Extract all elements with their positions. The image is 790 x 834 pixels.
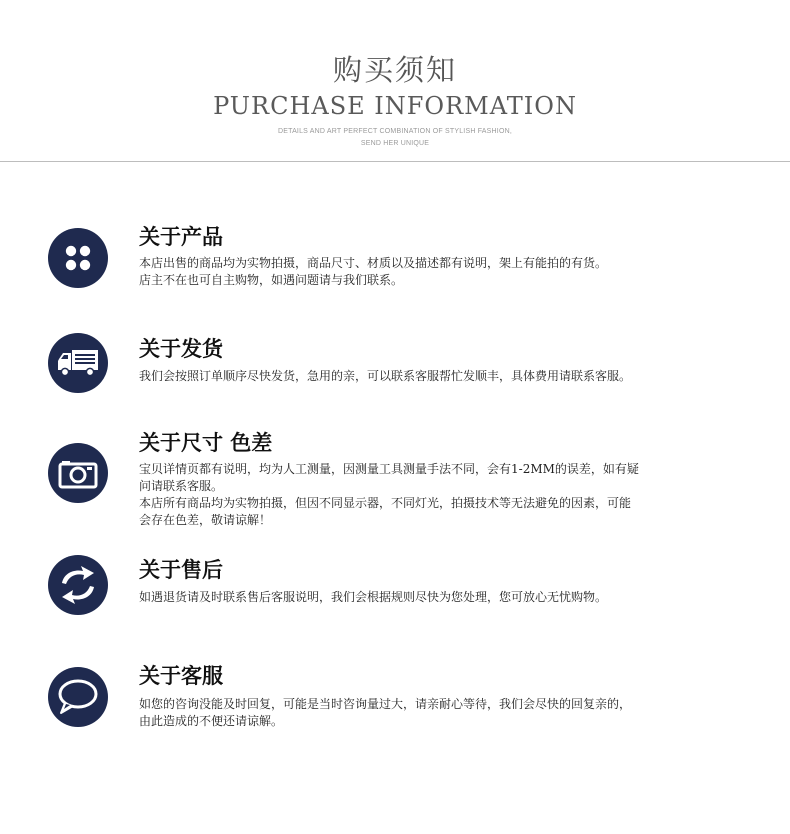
section-text-line: 我们会按照订单顺序尽快发货，急用的亲，可以联系客服帮忙发顺丰，具体费用请联系客服。 (139, 369, 632, 383)
tagline-line-2: SEND HER UNIQUE (360, 140, 430, 147)
section-title: 关于售后 (139, 558, 223, 582)
page-header (0, 0, 790, 162)
tagline-line-1: DETAILS AND ART PERFECT COMBINATION OF STYLISH FASHION, (277, 128, 512, 135)
section-title: 关于客服 (139, 664, 223, 688)
refresh-arrows-icon (48, 555, 108, 615)
section-title: 关于尺寸 色差 (139, 431, 273, 455)
section-text-line: 问请联系客服。 (139, 479, 224, 493)
section-text-line: 宝贝详情页都有说明，均为人工测量，因测量工具测量手法不同，会有1-2MM的误差，如有疑 (139, 462, 639, 476)
section-text (139, 255, 739, 289)
section-text (139, 368, 739, 385)
chat-bubble-icon (48, 667, 108, 727)
section-text-line: 如您的咨询没能及时回复，可能是当时咨询量过大，请亲耐心等待，我们会尽快的回复亲的， (139, 697, 632, 711)
apps-grid-icon (48, 228, 108, 288)
section-text-line: 本店所有商品均为实物拍摄，但因不同显示器，不同灯光，拍摄技术等无法避免的因素，可能 (139, 496, 632, 510)
section-text (139, 696, 739, 730)
section-title: 关于发货 (139, 337, 223, 361)
header-divider (0, 161, 790, 162)
section-text-line: 会存在色差，敬请谅解！ (139, 513, 272, 527)
section-text-line: 由此造成的不便还请谅解。 (139, 714, 284, 728)
section-text-line: 如遇退货请及时联系售后客服说明，我们会根据规则尽快为您处理，您可放心无忧购物。 (139, 590, 608, 604)
page-title: 购买须知 (332, 53, 457, 87)
section-text (139, 461, 739, 529)
delivery-truck-icon (48, 333, 108, 393)
section-text-line: 店主不在也可自主购物，如遇问题请与我们联系。 (139, 273, 404, 287)
section-text (139, 589, 739, 606)
camera-icon (48, 443, 108, 503)
section-text-line: 本店出售的商品均为实物拍摄，商品尺寸、材质以及描述都有说明，架上有能拍的有货。 (139, 256, 608, 270)
section-title: 关于产品 (139, 225, 223, 249)
page-title-english: PURCHASE INFORMATION (213, 92, 577, 120)
